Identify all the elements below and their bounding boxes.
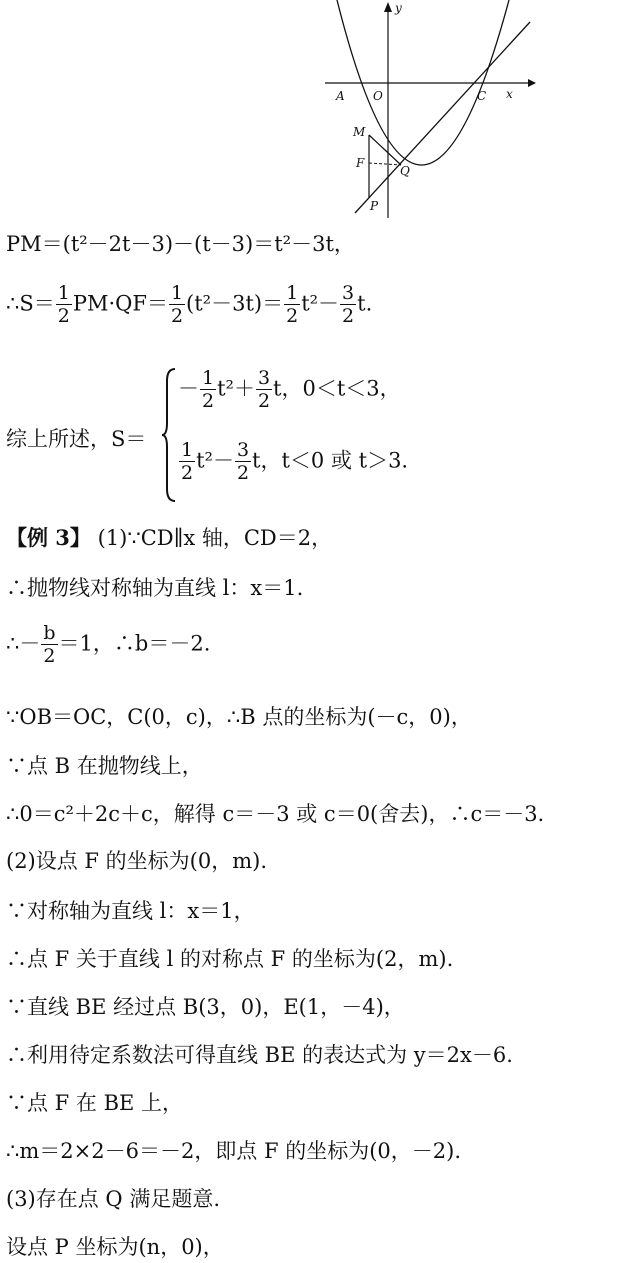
frac-den: 2 [170,305,184,327]
text-line-pm: PM＝(t²－2t－3)－(t－3)＝t²－3t， [6,232,355,256]
label-p: P [370,199,379,213]
example-label: 【例 3】 [6,525,91,550]
frac-den: 2 [236,462,250,484]
frac-num: 1 [286,282,299,304]
frac-num: 3 [257,367,271,389]
frac-den: 2 [57,305,70,327]
frac-num: 1 [181,439,194,461]
text-line-ob-oc: ∵OB＝OC，C(0，c)，∴B 点的坐标为(－c，0)， [6,705,472,729]
fraction-half [200,369,216,411]
fraction-three-halves [235,441,251,483]
text-line-symmetry: ∵对称轴为直线 l：x＝1， [6,899,255,923]
segment-fq [369,163,401,165]
frac-num: 3 [342,282,355,304]
frac-num: 1 [170,282,184,304]
frac-den: 2 [202,390,215,412]
line-bc [355,22,530,213]
label-f: F [356,156,365,170]
frac-num: b [43,622,56,644]
label-y: y [395,1,402,15]
case2-a: t²－ [196,448,234,473]
frac-num: 1 [57,282,70,304]
fraction-three-halves [340,284,356,326]
text-line-p-coord: 设点 P 坐标为(n，0)， [6,1235,224,1259]
parabola-diagram [325,0,540,218]
text-line-example3 [6,527,332,549]
y-axis-arrow [384,2,392,12]
label-x: x [506,87,513,101]
case-one [178,369,401,411]
case-two [178,441,408,483]
text-line-f-on-be: ∵点 F 在 BE 上， [6,1091,184,1115]
case1-a: t²＋ [217,376,255,401]
frac-den: 2 [181,462,194,484]
x-axis-arrow [528,79,536,87]
label-a: A [336,89,345,103]
left-brace-icon [161,367,177,503]
case2-b: t，t＜0 或 t＞3. [252,448,409,473]
piecewise-summary [6,365,606,505]
parabola-figure [325,0,540,218]
l2-suffix: ＝1，∴b＝－2. [58,631,211,656]
text-line-be-equation: ∴利用待定系数法可得直线 BE 的表达式为 y＝2x－6. [6,1043,513,1067]
fraction-half [56,284,72,326]
s-prefix: ∴S＝ [6,291,55,316]
fraction-half [169,284,185,326]
text-line-be: ∵直线 BE 经过点 B(3，0)，E(1，－4)， [6,995,405,1019]
text-line-b-value [6,624,210,666]
frac-num: 1 [202,367,215,389]
s-mid2: (t²－3t)＝ [186,291,284,316]
fraction-b-over-2 [41,624,57,666]
label-m: M [353,125,366,139]
case1-minus: － [178,376,199,401]
text-line-m-value: ∴m＝2×2－6＝－2，即点 F 的坐标为(0，－2). [6,1139,462,1163]
s-end: t. [357,291,373,316]
text-line-s-formula [6,284,372,326]
text-line-axis: ∴抛物线对称轴为直线 l：x＝1. [6,576,304,600]
fraction-three-halves [256,369,272,411]
frac-den: 2 [286,305,299,327]
text-line-reflect: ∴点 F 关于直线 l 的对称点 F 的坐标为(2，m). [6,947,454,971]
frac-den: 2 [342,305,355,327]
frac-den: 2 [257,390,271,412]
s-mid1: PM·QF＝ [72,291,168,316]
text-line-part3: (3)存在点 Q 满足题意. [6,1187,220,1211]
summary-label: 综上所述，S＝ [6,427,147,451]
l2-prefix: ∴－ [6,631,41,656]
case1-b: t，0＜t＜3， [273,376,401,401]
s-mid3: t²－ [301,291,340,316]
example-text: (1)∵CD∥x 轴，CD＝2， [97,526,333,550]
label-c: C [477,89,487,103]
fraction-half [284,284,300,326]
text-line-solve-c: ∴0＝c²＋2c＋c，解得 c＝－3 或 c＝0(舍去)，∴c＝－3. [6,802,545,826]
text-line-part2: (2)设点 F 的坐标为(0，m). [6,849,268,873]
label-q: Q [400,164,410,178]
fraction-half [179,441,195,483]
frac-num: 3 [236,439,250,461]
label-o: O [373,89,383,103]
frac-den: 2 [43,645,56,667]
text-line-point-b: ∵点 B 在抛物线上， [6,754,203,778]
